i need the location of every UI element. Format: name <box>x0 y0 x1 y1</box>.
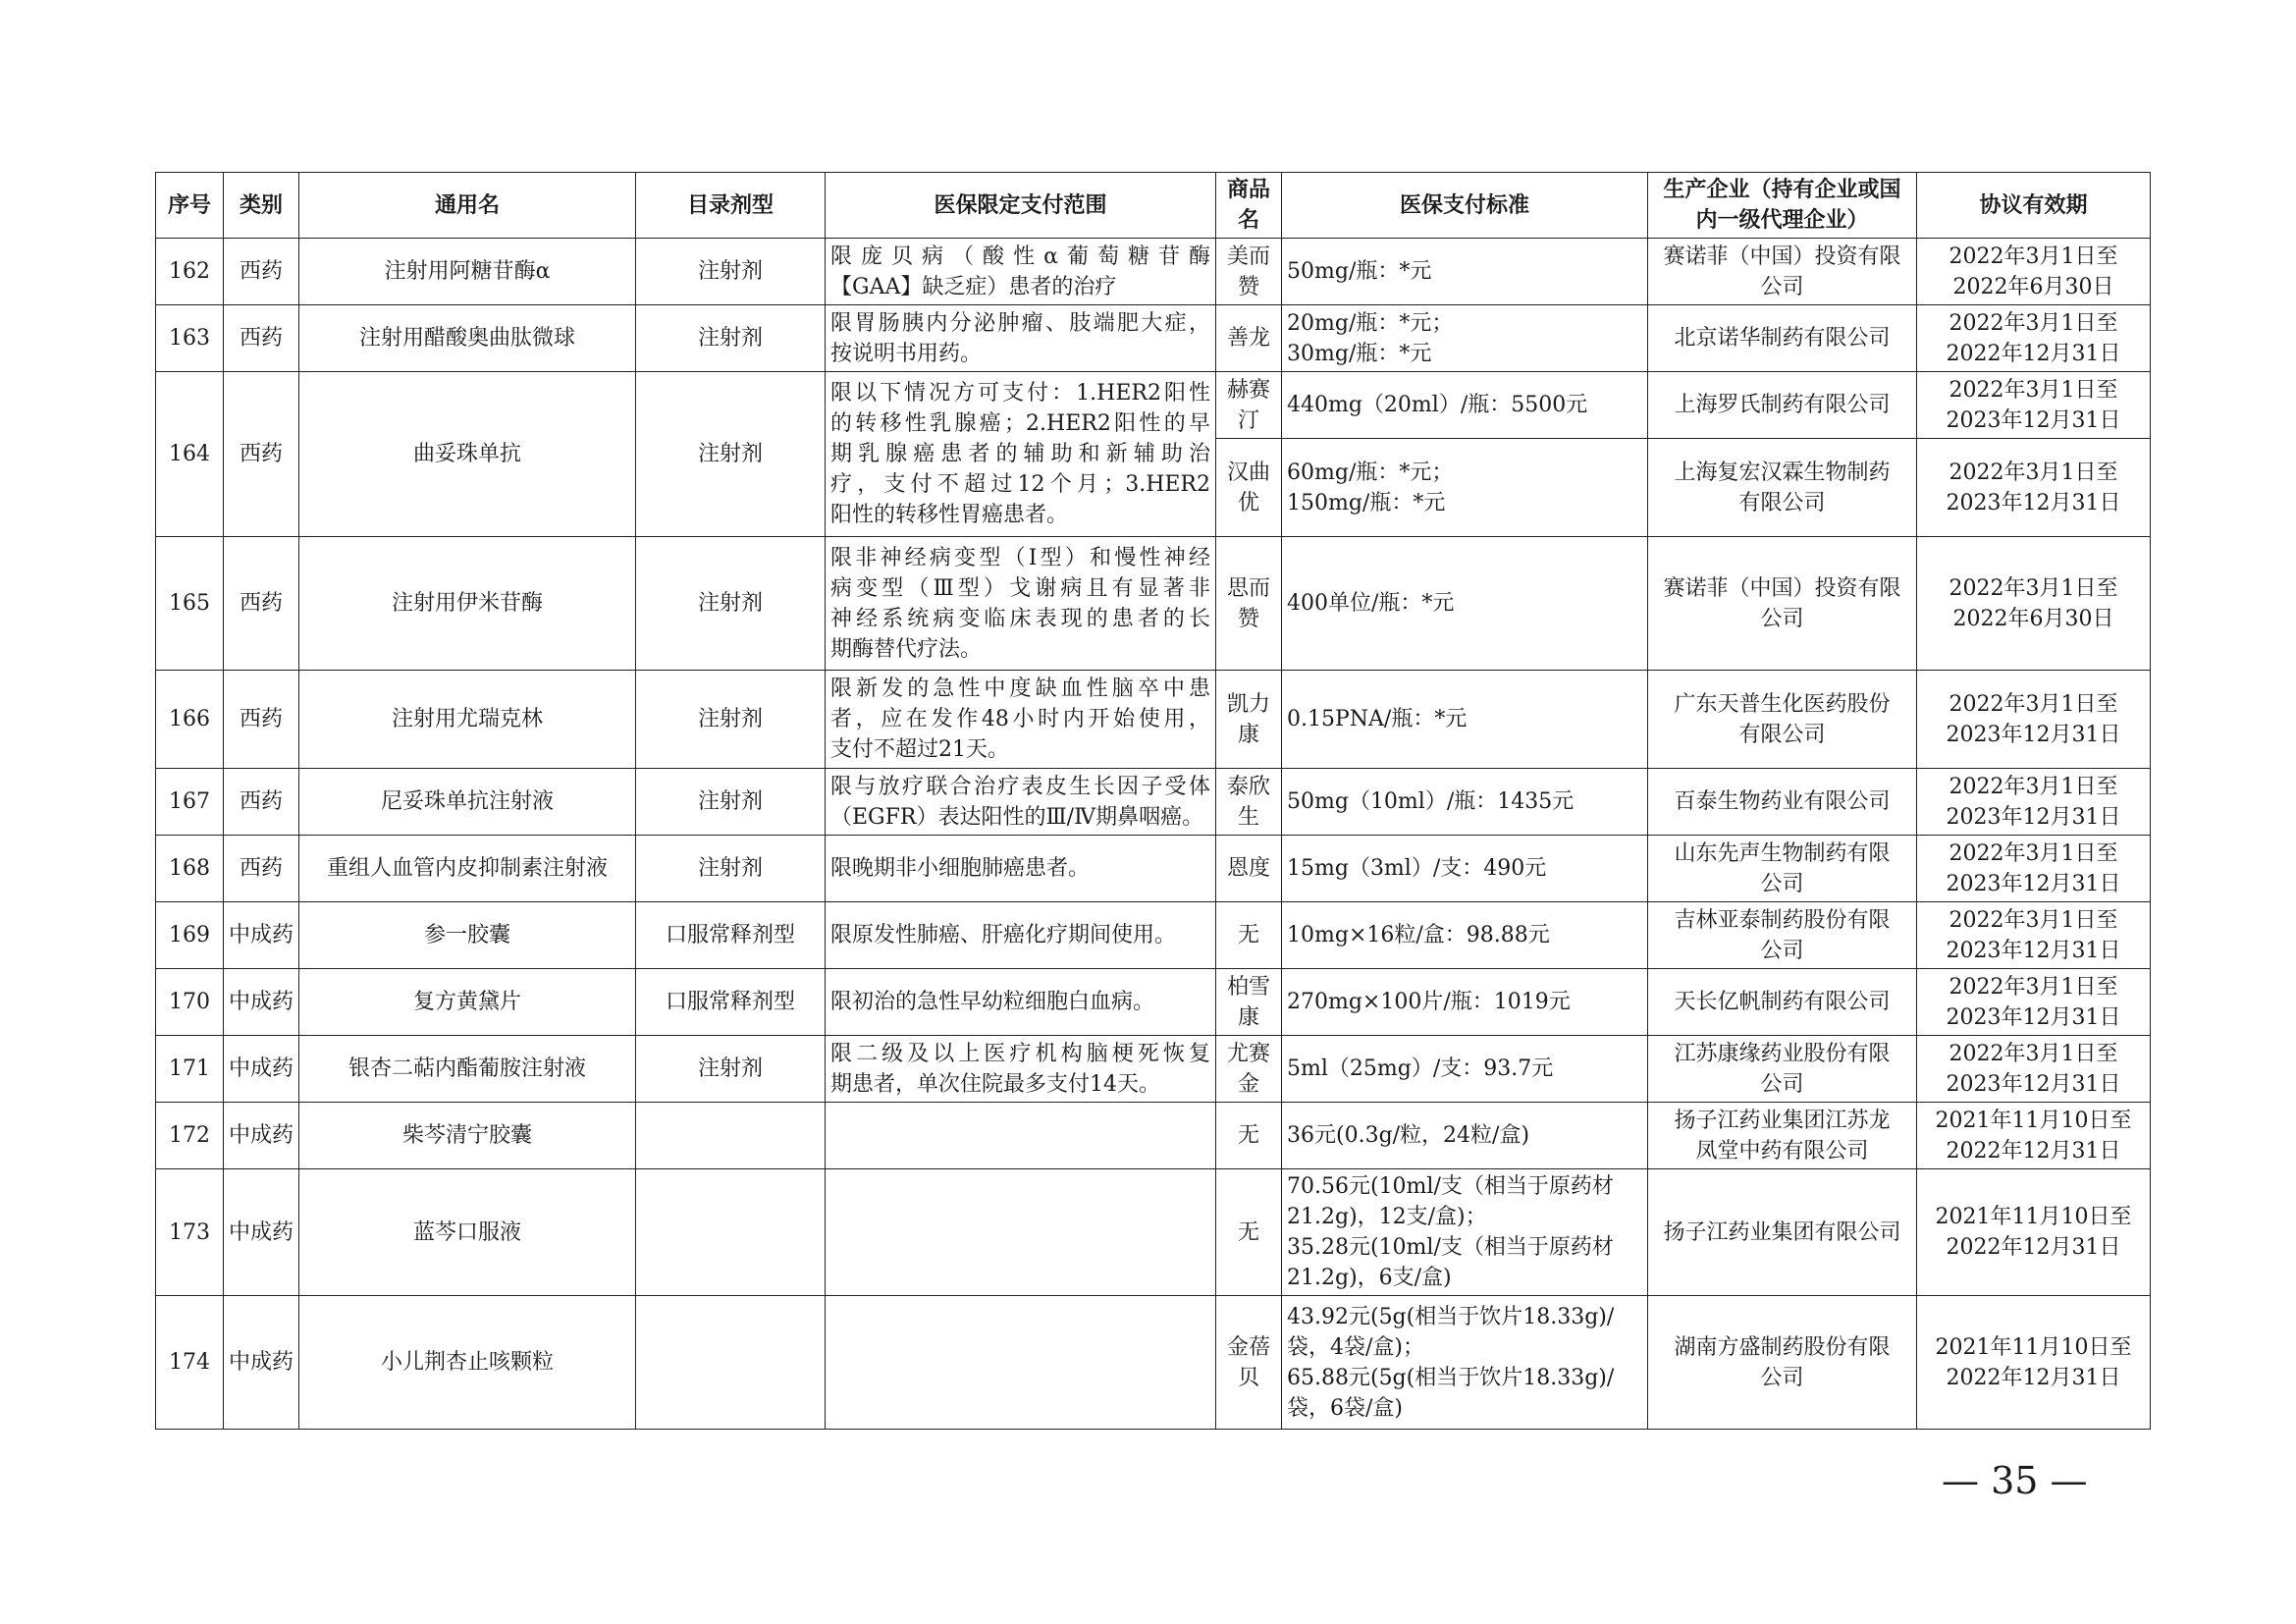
cell-no: 172 <box>156 1103 224 1169</box>
cell-no: 174 <box>156 1296 224 1430</box>
cell-dosage-form: 注射剂 <box>636 1036 826 1103</box>
cell-validity <box>1917 372 2151 439</box>
cell-trade-name: 思而赞 <box>1216 537 1282 671</box>
text-line: 2022年3月1日至 <box>1949 907 2118 933</box>
text-line: 400单位/瓶：*元 <box>1287 591 1455 616</box>
cell-trade-name: 尤赛金 <box>1216 1036 1282 1103</box>
cell-trade-name: 柏雪康 <box>1216 969 1282 1036</box>
cell-dosage-form: 注射剂 <box>636 537 826 671</box>
text-line: 上海罗氏制药有限公司 <box>1674 393 1891 417</box>
text-line: 赛诺菲（中国）投资有限 <box>1663 244 1901 269</box>
cell-validity <box>1917 902 2151 969</box>
table-body <box>156 239 2151 1430</box>
table-row <box>156 1036 2151 1103</box>
text-line: 5ml（25mg）/支：93.7元 <box>1287 1056 1554 1081</box>
text-line: 期乳腺癌患者的辅助和新辅助治 <box>830 442 1210 466</box>
text-line: 2023年12月31日 <box>1946 407 2121 433</box>
cell-trade-name: 汉曲优 <box>1216 439 1282 537</box>
text-line: 270mg×100片/瓶：1019元 <box>1287 990 1571 1014</box>
text-line: 2023年12月31日 <box>1946 1004 2121 1030</box>
header-validity: 协议有效期 <box>1917 173 2151 239</box>
cell-dosage-form: 注射剂 <box>636 769 826 836</box>
text-line: 50mg/瓶：*元 <box>1287 259 1432 284</box>
text-line: 限与放疗联合治疗表皮生长因子受体 <box>830 774 1210 799</box>
cell-no: 166 <box>156 671 224 769</box>
text-line: 36元(0.3g/粒，24粒/盒) <box>1287 1123 1530 1148</box>
text-line: 吉林亚泰制药股份有限 <box>1674 907 1891 933</box>
cell-manufacturer <box>1648 836 1917 902</box>
header-payment-standard: 医保支付标准 <box>1282 173 1648 239</box>
cell-dosage-form <box>636 1103 826 1169</box>
text-line: 神经系统病变临床表现的患者的长 <box>830 606 1210 631</box>
header-payment-scope: 医保限定支付范围 <box>826 173 1216 239</box>
text-line: 2022年12月31日 <box>1946 341 2121 366</box>
text-line: 440mg（20ml）/瓶：5500元 <box>1287 393 1588 417</box>
cell-payment-scope <box>826 1103 1216 1169</box>
text-line: 湖南方盛制药股份有限 <box>1674 1334 1891 1360</box>
cell-manufacturer <box>1648 305 1917 372</box>
cell-payment-scope <box>826 671 1216 769</box>
cell-payment-standard <box>1282 1296 1648 1430</box>
text-line: 2022年12月31日 <box>1946 1235 2121 1260</box>
cell-manufacturer <box>1648 537 1917 671</box>
cell-payment-standard <box>1282 239 1648 305</box>
text-line: 【GAA】缺乏症）患者的治疗 <box>830 274 1117 299</box>
cell-generic-name: 曲妥珠单抗 <box>299 372 636 537</box>
cell-payment-standard <box>1282 902 1648 969</box>
text-line: 2023年12月31日 <box>1946 490 2121 515</box>
text-line: 2021年11月10日至 <box>1935 1334 2132 1360</box>
table-row <box>156 902 2151 969</box>
text-line: 0.15PNA/瓶：*元 <box>1287 707 1468 731</box>
cell-payment-scope <box>826 902 1216 969</box>
text-line: 限新发的急性中度缺血性脑卒中患 <box>830 677 1210 701</box>
cell-dosage-form: 注射剂 <box>636 671 826 769</box>
text-line: 公司 <box>1760 1071 1804 1097</box>
text-line: 公司 <box>1760 938 1804 963</box>
cell-payment-scope <box>826 769 1216 836</box>
cell-no: 162 <box>156 239 224 305</box>
text-line: 按说明书用药。 <box>830 341 983 366</box>
text-line: 2023年12月31日 <box>1946 938 2121 963</box>
text-line: 2023年12月31日 <box>1946 722 2121 747</box>
table-row <box>156 671 2151 769</box>
text-line: 凤堂中药有限公司 <box>1695 1138 1869 1164</box>
cell-payment-scope <box>826 305 1216 372</box>
cell-category: 西药 <box>224 769 299 836</box>
cell-generic-name: 注射用尤瑞克林 <box>299 671 636 769</box>
text-line: 有限公司 <box>1738 490 1826 515</box>
text-line: 袋，6袋/盒) <box>1287 1395 1403 1421</box>
text-line: 2022年3月1日至 <box>1949 377 2118 403</box>
table-row <box>156 537 2151 671</box>
text-line: 上海复宏汉霖生物制药 <box>1674 460 1891 485</box>
text-line: 70.56元(10ml/支（相当于原药材 <box>1287 1174 1614 1199</box>
text-line: 病变型（Ⅲ型）戈谢病且有显著非 <box>830 575 1210 601</box>
cell-dosage-form <box>636 1296 826 1430</box>
cell-payment-scope <box>826 239 1216 305</box>
text-line: 21.2g)，6支/盒) <box>1287 1266 1452 1290</box>
cell-dosage-form: 口服常释剂型 <box>636 902 826 969</box>
cell-trade-name: 无 <box>1216 1169 1282 1296</box>
cell-no: 173 <box>156 1169 224 1296</box>
cell-manufacturer <box>1648 671 1917 769</box>
table-row <box>156 305 2151 372</box>
cell-manufacturer <box>1648 239 1917 305</box>
text-line: 15mg（3ml）/支：490元 <box>1287 856 1547 881</box>
text-line: 2022年3月1日至 <box>1949 840 2118 866</box>
cell-generic-name: 小儿荆杏止咳颗粒 <box>299 1296 636 1430</box>
header-no: 序号 <box>156 173 224 239</box>
cell-trade-name: 赫赛汀 <box>1216 372 1282 439</box>
text-line: 2022年6月30日 <box>1952 606 2114 631</box>
cell-no: 167 <box>156 769 224 836</box>
cell-dosage-form: 注射剂 <box>636 836 826 902</box>
cell-validity <box>1917 769 2151 836</box>
cell-category: 西药 <box>224 671 299 769</box>
text-line: 65.88元(5g(相当于饮片18.33g)/ <box>1287 1365 1615 1390</box>
cell-trade-name: 无 <box>1216 1103 1282 1169</box>
cell-category: 西药 <box>224 537 299 671</box>
cell-payment-standard <box>1282 1169 1648 1296</box>
cell-payment-standard <box>1282 769 1648 836</box>
text-line: 10mg×16粒/盒：98.88元 <box>1287 923 1550 947</box>
text-line: 公司 <box>1760 1365 1804 1390</box>
text-line: 2022年3月1日至 <box>1949 575 2118 601</box>
cell-manufacturer <box>1648 439 1917 537</box>
text-line: 43.92元(5g(相当于饮片18.33g)/ <box>1287 1304 1615 1329</box>
text-line: 天长亿帆制药有限公司 <box>1674 990 1891 1014</box>
text-line: 150mg/瓶：*元 <box>1287 490 1446 515</box>
cell-payment-scope <box>826 1036 1216 1103</box>
cell-payment-standard <box>1282 372 1648 439</box>
cell-dosage-form <box>636 1169 826 1296</box>
cell-trade-name: 无 <box>1216 902 1282 969</box>
cell-payment-scope <box>826 969 1216 1036</box>
cell-payment-standard <box>1282 439 1648 537</box>
cell-no: 163 <box>156 305 224 372</box>
cell-generic-name: 尼妥珠单抗注射液 <box>299 769 636 836</box>
cell-no: 168 <box>156 836 224 902</box>
text-line: 江苏康缘药业股份有限 <box>1674 1041 1891 1066</box>
header-trade-name: 商品名 <box>1216 173 1282 239</box>
text-line: 广东天普生化医药股份 <box>1674 691 1891 717</box>
text-line: 限庞贝病（酸性α葡萄糖苷酶 <box>830 244 1210 269</box>
text-line: 山东先声生物制药有限 <box>1674 840 1891 866</box>
cell-generic-name: 复方黄黛片 <box>299 969 636 1036</box>
cell-category: 中成药 <box>224 1036 299 1103</box>
table-header-row <box>156 173 2151 239</box>
text-line: 2023年12月31日 <box>1946 804 2121 830</box>
drug-list-table <box>155 172 2151 1430</box>
text-line: 公司 <box>1760 606 1804 631</box>
cell-payment-scope <box>826 1169 1216 1296</box>
text-line: 扬子江药业集团江苏龙 <box>1674 1108 1891 1133</box>
cell-validity <box>1917 537 2151 671</box>
cell-category: 中成药 <box>224 902 299 969</box>
cell-validity <box>1917 305 2151 372</box>
cell-trade-name: 美而赞 <box>1216 239 1282 305</box>
text-line: 2021年11月10日至 <box>1935 1205 2132 1229</box>
cell-validity <box>1917 836 2151 902</box>
text-line: 百泰生物药业有限公司 <box>1674 789 1891 814</box>
text-line: 2022年12月31日 <box>1946 1365 2121 1390</box>
cell-validity <box>1917 239 2151 305</box>
text-line: 限初治的急性早幼粒细胞白血病。 <box>830 990 1155 1014</box>
cell-category: 西药 <box>224 239 299 305</box>
cell-payment-standard <box>1282 537 1648 671</box>
cell-payment-standard <box>1282 969 1648 1036</box>
cell-generic-name: 银杏二萜内酯葡胺注射液 <box>299 1036 636 1103</box>
text-line: 限二级及以上医疗机构脑梗死恢复 <box>830 1041 1210 1066</box>
table-row <box>156 1296 2151 1430</box>
cell-category: 中成药 <box>224 969 299 1036</box>
cell-manufacturer <box>1648 1296 1917 1430</box>
text-line: 期患者，单次住院最多支付14天。 <box>830 1071 1160 1097</box>
cell-manufacturer <box>1648 769 1917 836</box>
cell-generic-name: 重组人血管内皮抑制素注射液 <box>299 836 636 902</box>
cell-payment-standard <box>1282 305 1648 372</box>
text-line: 2022年3月1日至 <box>1949 974 2118 1000</box>
text-line: 2022年12月31日 <box>1946 1138 2121 1164</box>
cell-manufacturer <box>1648 1169 1917 1296</box>
cell-category: 中成药 <box>224 1169 299 1296</box>
cell-validity <box>1917 1296 2151 1430</box>
text-line: 30mg/瓶：*元 <box>1287 341 1432 366</box>
table-row <box>156 1103 2151 1169</box>
text-line: 有限公司 <box>1738 722 1826 747</box>
text-line: 限以下情况方可支付：1.HER2阳性 <box>830 381 1210 406</box>
text-line: 赛诺菲（中国）投资有限 <box>1663 575 1901 601</box>
cell-no: 171 <box>156 1036 224 1103</box>
text-line: 限非神经病变型（Ⅰ型）和慢性神经 <box>830 545 1210 570</box>
text-line: 2021年11月10日至 <box>1935 1108 2132 1133</box>
cell-payment-standard <box>1282 1103 1648 1169</box>
text-line: 北京诺华制药有限公司 <box>1674 326 1891 351</box>
table-row <box>156 769 2151 836</box>
table-row <box>156 836 2151 902</box>
cell-dosage-form: 口服常释剂型 <box>636 969 826 1036</box>
text-line: 2023年12月31日 <box>1946 871 2121 896</box>
text-line: 限晚期非小细胞肺癌患者。 <box>830 856 1091 881</box>
header-category: 类别 <box>224 173 299 239</box>
text-line: 2023年12月31日 <box>1946 1071 2121 1097</box>
cell-validity <box>1917 671 2151 769</box>
cell-payment-standard <box>1282 836 1648 902</box>
text-line: 2022年3月1日至 <box>1949 691 2118 717</box>
cell-generic-name: 注射用伊米苷酶 <box>299 537 636 671</box>
cell-validity <box>1917 1103 2151 1169</box>
cell-category: 西药 <box>224 372 299 537</box>
text-line: 期酶替代疗法。 <box>830 636 983 662</box>
text-line: 限原发性肺癌、肝癌化疗期间使用。 <box>830 923 1177 947</box>
header-generic-name: 通用名 <box>299 173 636 239</box>
text-line: 公司 <box>1760 871 1804 896</box>
cell-manufacturer <box>1648 1103 1917 1169</box>
cell-payment-scope <box>826 537 1216 671</box>
cell-generic-name: 蓝芩口服液 <box>299 1169 636 1296</box>
text-line: 20mg/瓶：*元； <box>1287 310 1454 336</box>
text-line: 2022年3月1日至 <box>1949 774 2118 799</box>
cell-manufacturer <box>1648 1036 1917 1103</box>
cell-no: 170 <box>156 969 224 1036</box>
text-line: 阳性的转移性胃癌患者。 <box>830 503 1069 527</box>
cell-manufacturer <box>1648 969 1917 1036</box>
text-line: 限胃肠胰内分泌肿瘤、肢端肥大症， <box>830 310 1210 336</box>
cell-validity <box>1917 1036 2151 1103</box>
cell-generic-name: 注射用阿糖苷酶α <box>299 239 636 305</box>
cell-no: 165 <box>156 537 224 671</box>
table-row <box>156 239 2151 305</box>
text-line: 50mg（10ml）/瓶：1435元 <box>1287 789 1575 814</box>
cell-validity <box>1917 439 2151 537</box>
cell-trade-name: 善龙 <box>1216 305 1282 372</box>
cell-trade-name: 泰欣生 <box>1216 769 1282 836</box>
cell-validity <box>1917 1169 2151 1296</box>
text-line: 袋，4袋/盒)； <box>1287 1334 1424 1360</box>
text-line: 2022年3月1日至 <box>1949 310 2118 336</box>
text-line: （EGFR）表达阳性的Ⅲ/Ⅳ期鼻咽癌。 <box>830 804 1204 830</box>
header-dosage-form: 目录剂型 <box>636 173 826 239</box>
cell-validity <box>1917 969 2151 1036</box>
cell-trade-name: 恩度 <box>1216 836 1282 902</box>
text-line: 的转移性乳腺癌；2.HER2阳性的早 <box>830 411 1210 436</box>
page-number: — 35 — <box>1942 1459 2088 1502</box>
cell-dosage-form: 注射剂 <box>636 372 826 537</box>
text-line: 2022年3月1日至 <box>1949 460 2118 485</box>
cell-generic-name: 参一胶囊 <box>299 902 636 969</box>
cell-payment-standard <box>1282 671 1648 769</box>
cell-category: 西药 <box>224 836 299 902</box>
text-line: 公司 <box>1760 274 1804 299</box>
cell-payment-scope <box>826 836 1216 902</box>
text-line: 疗，支付不超过12个月；3.HER2 <box>830 472 1210 497</box>
text-line: 21.2g)，12支/盒)； <box>1287 1205 1487 1229</box>
cell-category: 中成药 <box>224 1103 299 1169</box>
cell-dosage-form: 注射剂 <box>636 305 826 372</box>
text-line: 2022年3月1日至 <box>1949 1041 2118 1066</box>
cell-generic-name: 注射用醋酸奥曲肽微球 <box>299 305 636 372</box>
cell-payment-standard <box>1282 1036 1648 1103</box>
header-manufacturer: 生产企业（持有企业或国内一级代理企业） <box>1648 173 1917 239</box>
cell-payment-scope <box>826 1296 1216 1430</box>
cell-manufacturer <box>1648 372 1917 439</box>
text-line: 2022年6月30日 <box>1952 274 2114 299</box>
cell-trade-name: 凯力康 <box>1216 671 1282 769</box>
text-line: 35.28元(10ml/支（相当于原药材 <box>1287 1235 1614 1260</box>
cell-payment-scope <box>826 372 1216 537</box>
table-row <box>156 969 2151 1036</box>
cell-category: 西药 <box>224 305 299 372</box>
text-line: 2022年3月1日至 <box>1949 244 2118 269</box>
cell-trade-name: 金蓓贝 <box>1216 1296 1282 1430</box>
text-line: 者，应在发作48小时内开始使用， <box>830 707 1210 731</box>
table-row <box>156 372 2151 439</box>
cell-no: 169 <box>156 902 224 969</box>
text-line: 60mg/瓶：*元； <box>1287 460 1454 485</box>
cell-manufacturer <box>1648 902 1917 969</box>
cell-category: 中成药 <box>224 1296 299 1430</box>
table-row <box>156 1169 2151 1296</box>
text-line: 支付不超过21天。 <box>830 737 1009 762</box>
cell-no: 164 <box>156 372 224 537</box>
cell-dosage-form: 注射剂 <box>636 239 826 305</box>
text-line: 扬子江药业集团有限公司 <box>1663 1219 1901 1245</box>
cell-generic-name: 柴芩清宁胶囊 <box>299 1103 636 1169</box>
